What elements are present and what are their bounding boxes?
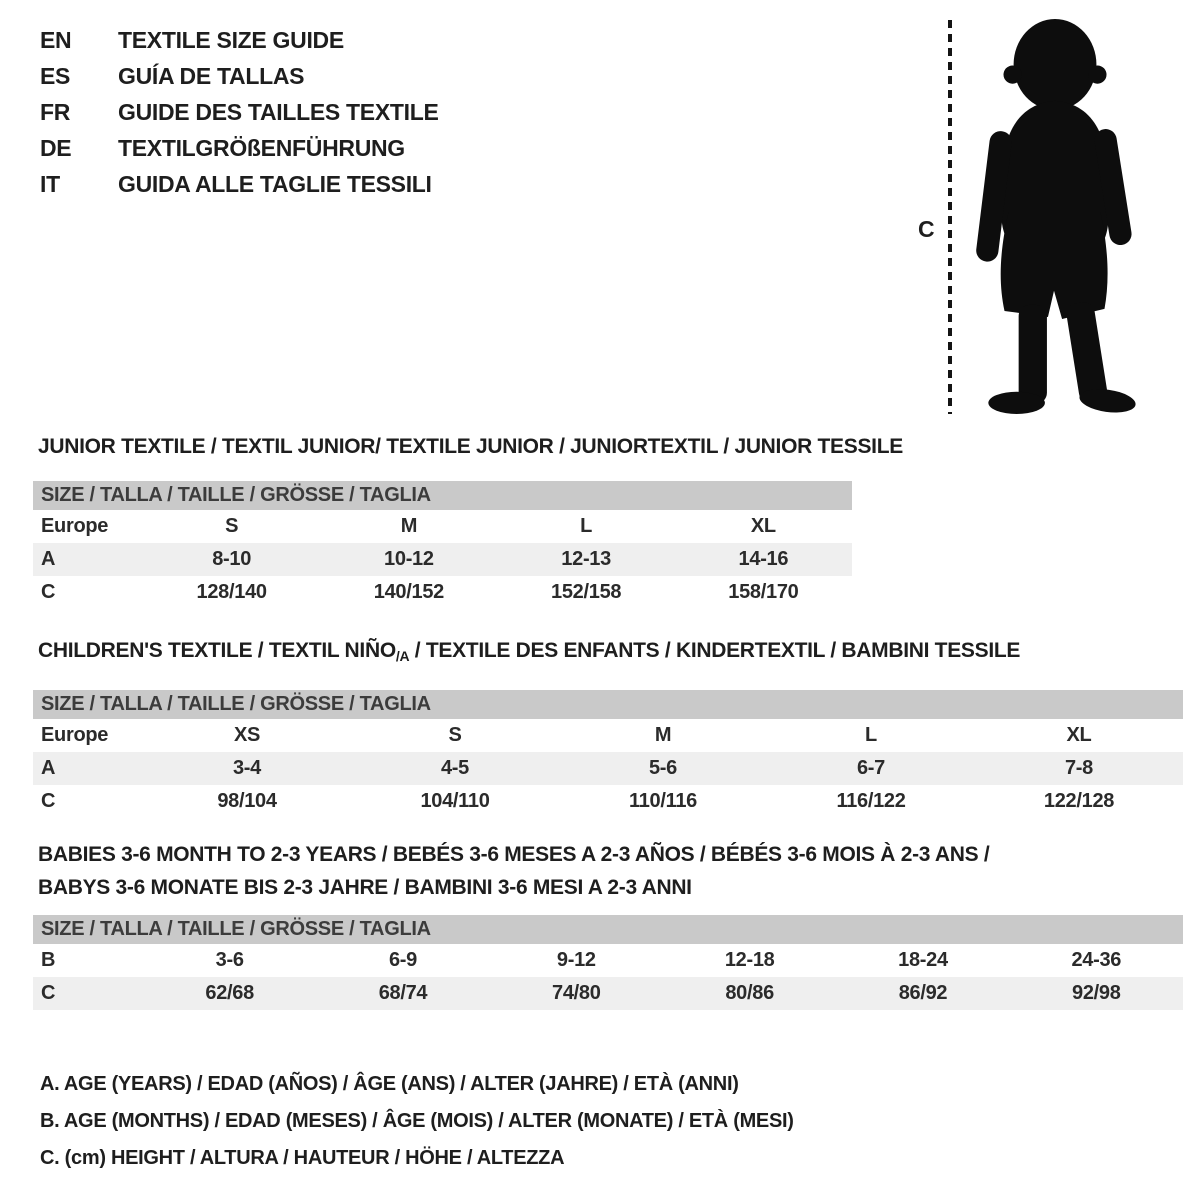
table-row-age-months	[33, 944, 1183, 977]
height-cell: 62/68	[205, 982, 254, 1004]
row-label: Europe	[41, 515, 109, 537]
age-cell: 14-16	[738, 548, 789, 570]
language-code: DE	[40, 134, 72, 161]
age-cell: 12-18	[724, 949, 775, 971]
size-cell: XS	[233, 724, 261, 746]
size-cell: XL	[750, 515, 776, 537]
row-label: B	[41, 949, 56, 971]
height-measure-label: C	[918, 216, 935, 242]
height-cell: 128/140	[196, 581, 267, 603]
height-cell: 68/74	[378, 982, 428, 1004]
height-cell: 92/98	[1072, 982, 1121, 1004]
size-header-bar: SIZE / TALLA / TAILLE / GRÖSSE / TAGLIA	[33, 481, 852, 510]
language-row-es	[40, 58, 439, 94]
size-cell: M	[400, 515, 418, 537]
table-row-age-years	[33, 543, 852, 576]
language-title: GUIDA ALLE TAGLIE TESSILI	[118, 170, 432, 197]
age-cell: 24-36	[1071, 949, 1122, 971]
language-title: TEXTILGRÖßENFÜHRUNG	[118, 134, 405, 161]
table-row-height-cm	[33, 785, 1183, 818]
height-cell: 122/128	[1043, 790, 1115, 812]
section-junior-textile	[33, 435, 903, 609]
legend	[40, 1066, 794, 1177]
age-cell: 10-12	[384, 548, 434, 570]
table-row-height-cm	[33, 576, 852, 609]
size-cell: S	[225, 515, 239, 537]
height-cell: 98/104	[217, 790, 277, 812]
height-cell: 80/86	[725, 982, 774, 1004]
language-title: GUÍA DE TALLAS	[118, 62, 305, 89]
height-cell: 116/122	[836, 790, 906, 812]
height-cell: 104/110	[420, 790, 490, 812]
language-row-it	[40, 166, 439, 202]
row-label: C	[41, 982, 56, 1004]
section-heading-children	[33, 639, 1183, 668]
legend-line-b: B. AGE (MONTHS) / EDAD (MESES) / ÂGE (MOIS) / ALTER (MONATE) / ETÀ (MESI)	[40, 1110, 794, 1132]
age-cell: 18-24	[898, 949, 948, 971]
age-cell: 7-8	[1064, 757, 1093, 779]
age-cell: 5-6	[648, 757, 677, 779]
legend-line-a: A. AGE (YEARS) / EDAD (AÑOS) / ÂGE (ANS) / ALTER (JAHRE) / ETÀ (ANNI)	[40, 1073, 739, 1095]
height-measure-dashed-line	[948, 20, 952, 414]
height-cell: 110/116	[629, 790, 697, 812]
language-code: ES	[40, 62, 71, 89]
section-heading-babies-line1: BABIES 3-6 MONTH TO 2-3 YEARS / BEBÉS 3-6 MESES A 2-3 AÑOS / BÉBÉS 3-6 MOIS À 2-3 ANS /	[38, 843, 990, 866]
table-row-height-cm	[33, 977, 1183, 1010]
language-row-en	[40, 22, 439, 58]
age-cell: 9-12	[556, 949, 596, 971]
age-cell: 3-6	[215, 949, 244, 971]
section-babies-textile	[33, 843, 1183, 1010]
row-label: C	[41, 790, 56, 812]
height-cell: 86/92	[898, 982, 948, 1004]
language-code: EN	[40, 26, 72, 53]
section-heading-junior: JUNIOR TEXTILE / TEXTIL JUNIOR/ TEXTILE JUNIOR / JUNIORTEXTIL / JUNIOR TESSILE	[38, 435, 903, 458]
table-row-europe	[33, 719, 1183, 752]
row-label: C	[41, 581, 56, 603]
language-title: TEXTILE SIZE GUIDE	[118, 26, 344, 53]
height-cell: 152/158	[551, 581, 622, 603]
age-cell: 3-4	[232, 757, 261, 779]
table-row-europe	[33, 510, 852, 543]
language-row-fr	[40, 94, 439, 130]
age-cell: 4-5	[440, 757, 469, 779]
section-childrens-textile	[33, 639, 1183, 818]
size-cell: XL	[1066, 724, 1092, 746]
age-cell: 6-7	[856, 757, 885, 779]
toddler-silhouette	[966, 14, 1142, 418]
height-cell: 140/152	[373, 581, 444, 603]
height-cell: 158/170	[728, 581, 799, 603]
heading-text: CHILDREN'S TEXTILE / TEXTIL NIÑO	[38, 639, 396, 662]
language-title-list	[40, 22, 439, 202]
language-code: IT	[40, 170, 60, 197]
language-code: FR	[40, 98, 71, 125]
language-title: GUIDE DES TAILLES TEXTILE	[118, 98, 439, 125]
size-cell: S	[448, 724, 462, 746]
age-cell: 12-13	[561, 548, 611, 570]
size-cell: M	[654, 724, 672, 746]
row-label: A	[41, 548, 56, 570]
table-row-age-years	[33, 752, 1183, 785]
age-cell: 8-10	[212, 548, 252, 570]
section-heading-babies-line2: BABYS 3-6 MONATE BIS 2-3 JAHRE / BAMBINI 3-6 MESI A 2-3 ANNI	[38, 876, 692, 899]
row-label: A	[41, 757, 56, 779]
size-header-bar: SIZE / TALLA / TAILLE / GRÖSSE / TAGLIA	[33, 915, 1183, 944]
language-row-de	[40, 130, 439, 166]
heading-text: / TEXTILE DES ENFANTS / KINDERTEXTIL / BAMBINI TESSILE	[409, 639, 1021, 662]
age-cell: 6-9	[388, 949, 417, 971]
size-header-bar: SIZE / TALLA / TAILLE / GRÖSSE / TAGLIA	[33, 690, 1183, 719]
size-cell: L	[865, 724, 877, 746]
heading-subscript: /A	[395, 648, 410, 664]
height-cell: 74/80	[552, 982, 601, 1004]
size-cell: L	[580, 515, 593, 537]
row-label: Europe	[41, 724, 109, 746]
legend-line-c: C. (cm) HEIGHT / ALTURA / HAUTEUR / HÖHE / ALTEZZA	[40, 1147, 565, 1169]
